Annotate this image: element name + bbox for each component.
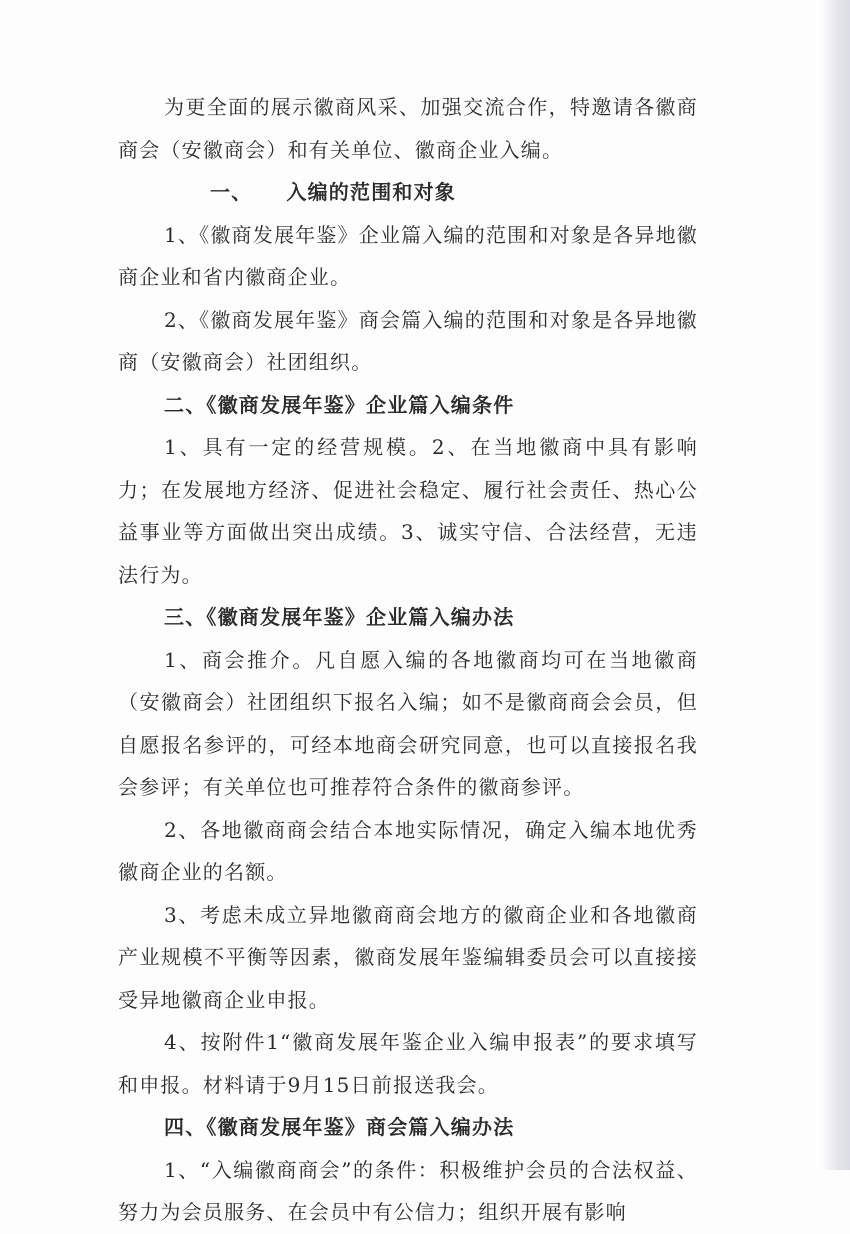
section1-heading <box>118 171 698 214</box>
section2-heading: 二、《徽商发展年鉴》企业篇入编条件 <box>164 392 515 417</box>
document-page <box>118 86 698 1234</box>
section1-title: 入编的范围和对象 <box>286 180 457 204</box>
section4-heading: 四、《徽商发展年鉴》商会篇入编办法 <box>164 1115 515 1139</box>
section1-item-1: 1、《徽商发展年鉴》企业篇入编的范围和对象是各异地徽商企业和省内徽商企业。 <box>118 222 698 289</box>
section3-item-3: 3、考虑未成立异地徽商商会地方的徽商企业和各地徽商产业规模不平衡等因素，徽商发展年鉴编辑委员会可以直接接受异地徽商企业申报。 <box>118 902 698 1012</box>
scan-edge-shadow <box>822 0 850 1170</box>
section2-item-1: 1、具有一定的经营规模。2、在当地徽商中具有影响力；在发展地方经济、促进社会稳定、履行社会责任、热心公益事业等方面做出突出成绩。3、诚实守信、合法经营，无违法行为。 <box>118 435 698 587</box>
intro-paragraph: 为更全面的展示徽商风采、加强交流合作，特邀请各徽商商会（安徽商会）和有关单位、徽商企业入编。 <box>118 95 698 162</box>
section3-item-2: 2、各地徽商商会结合本地实际情况，确定入编本地优秀徽商企业的名额。 <box>118 817 698 884</box>
section4-item-1: 1、“入编徽商商会”的条件：积极维护会员的合法权益、努力为会员服务、在会员中有公信力；组织开展有影响 <box>118 1157 698 1224</box>
section1-item-2: 2、《徽商发展年鉴》商会篇入编的范围和对象是各异地徽商（安徽商会）社团组织。 <box>118 307 698 374</box>
section3-heading: 三、《徽商发展年鉴》企业篇入编办法 <box>164 605 515 629</box>
section3-item-4: 4、按附件1“徽商发展年鉴企业入编申报表”的要求填写和申报。材料请于9月15日前报送我会。 <box>118 1030 698 1097</box>
section1-number: 一、 <box>210 180 253 204</box>
section3-item-1: 1、商会推介。凡自愿入编的各地徽商均可在当地徽商（安徽商会）社团组织下报名入编；如不是徽商商会会员，但自愿报名参评的，可经本地商会研究同意，也可以直接报名我会参评；有关单位也可推荐符合条件的徽商参评。 <box>118 647 698 799</box>
